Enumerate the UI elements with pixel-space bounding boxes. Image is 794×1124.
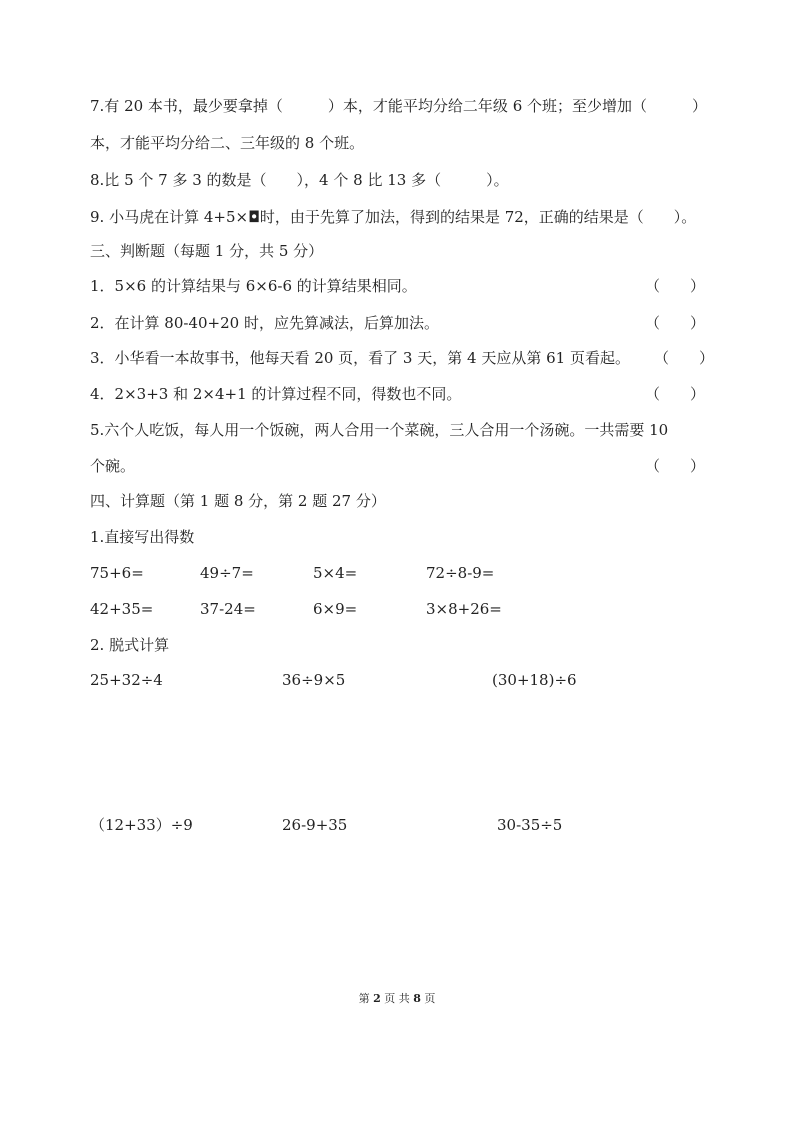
footer-suffix: 页 (420, 992, 436, 1005)
judge-item-1: 1．5×6 的计算结果与 6×6-6 的计算结果相同。 (90, 277, 417, 295)
judge-item-5-line-2: 个碗。 (90, 457, 136, 475)
question-8: 8.比 5 个 7 多 3 的数是（ ），4 个 8 比 13 多（ ）。 (90, 171, 509, 189)
calc-item: 37-24= (200, 600, 256, 618)
judge-item-2: 2．在计算 80-40+20 时，应先算减法，后算加法。 (90, 314, 439, 332)
stepwise-calc-item: 30-35÷5 (497, 816, 563, 834)
judge-item-4: 4．2×3+3 和 2×4+1 的计算过程不同，得数也不同。 (90, 385, 462, 403)
part-1-title: 1.直接写出得数 (90, 528, 195, 546)
question-9: 9. 小马虎在计算 4+5×◘时，由于先算了加法，得到的结果是 72，正确的结果是（ ）。 (90, 208, 697, 226)
page-footer (0, 992, 794, 1006)
calc-item: 3×8+26= (426, 600, 502, 618)
calc-item: 5×4= (313, 564, 358, 582)
calc-item: 75+6= (90, 564, 144, 582)
calc-item: 6×9= (313, 600, 358, 618)
stepwise-calc-item: 25+32÷4 (90, 671, 163, 689)
stepwise-calc-item: （12+33）÷9 (90, 816, 193, 834)
question-7-line-2: 本，才能平均分给二、三年级的 8 个班。 (90, 134, 365, 152)
judge-item-3: 3．小华看一本故事书，他每天看 20 页，看了 3 天，第 4 天应从第 61 页看起。 (90, 349, 630, 367)
section-4-title: 四、计算题（第 1 题 8 分，第 2 题 27 分） (90, 492, 386, 510)
judge-answer-paren-5: （ ） (645, 457, 706, 475)
section-3-title: 三、判断题（每题 1 分，共 5 分） (90, 242, 324, 260)
stepwise-calc-item: 26-9+35 (282, 816, 348, 834)
part-2-title: 2. 脱式计算 (90, 636, 170, 654)
judge-answer-paren-2: （ ） (645, 314, 706, 332)
footer-middle: 页 共 (380, 992, 414, 1005)
calc-item: 42+35= (90, 600, 154, 618)
footer-prefix: 第 (358, 992, 374, 1005)
judge-answer-paren-3: （ ） (654, 349, 715, 367)
total-page-count: 8 (413, 992, 421, 1005)
current-page-number: 2 (373, 992, 381, 1005)
stepwise-calc-item: (30+18)÷6 (492, 671, 577, 689)
stepwise-calc-item: 36÷9×5 (282, 671, 346, 689)
judge-item-5-line-1: 5.六个人吃饭，每人用一个饭碗，两人合用一个菜碗，三人合用一个汤碗。一共需要 10 (90, 421, 669, 439)
judge-answer-paren-4: （ ） (645, 385, 706, 403)
judge-answer-paren-1: （ ） (645, 277, 706, 295)
question-7-line-1: 7.有 20 本书，最少要拿掉（ ）本，才能平均分给二年级 6 个班；至少增加（ ） (90, 97, 708, 115)
calc-item: 49÷7= (200, 564, 254, 582)
calc-item: 72÷8-9= (426, 564, 495, 582)
